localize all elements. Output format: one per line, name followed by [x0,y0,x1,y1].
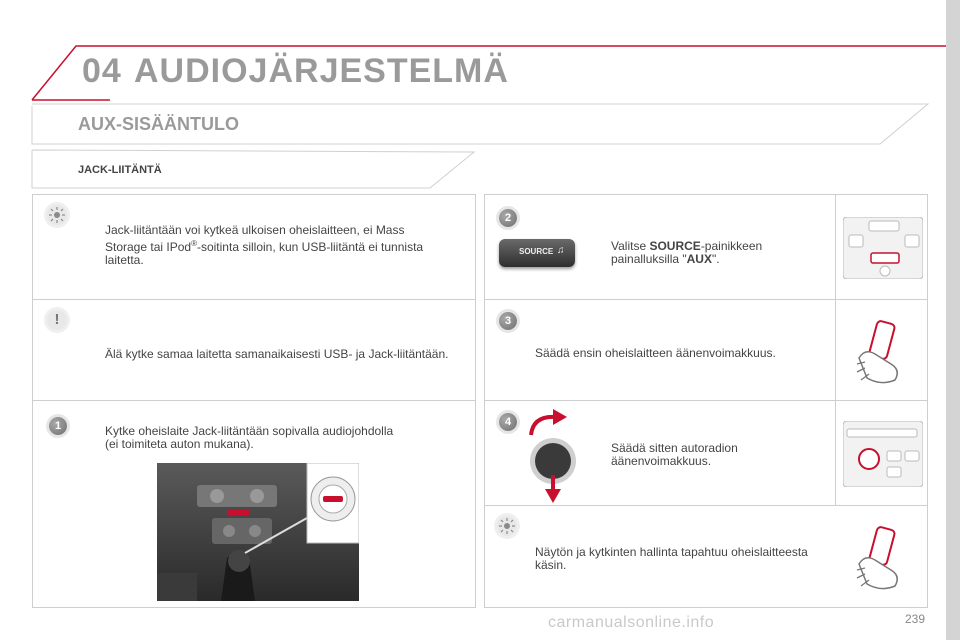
divider [835,401,836,505]
chapter-title: AUDIOJÄRJESTELMÄ [134,52,509,90]
warning-note-text: Älä kytke samaa laitetta samanaikaisesti USB- ja Jack-liitäntään. [105,347,449,361]
step3-panel [484,299,928,401]
sun-icon [47,205,67,225]
step1-text [105,425,465,451]
step2-text [611,240,811,266]
info-note-panel [32,194,476,300]
page-edge-bar [946,0,960,640]
step4-text [611,442,811,468]
step4-line: Säädä sitten autoradion [611,441,738,455]
divider [835,300,836,400]
music-note-icon: ♫ [557,245,565,256]
step2-line: painalluksilla "AUX". [611,252,720,266]
hand-held-device-image [851,524,911,594]
step3-text: Säädä ensin oheislaitteen äänenvoimakkuus. [535,346,776,360]
warning-note-panel [32,299,476,401]
step4-line: äänenvoimakkuus. [611,454,712,468]
page-number: 239 [905,612,926,626]
car-interior-jack-image [157,463,359,601]
divider [835,195,836,299]
source-button[interactable] [499,239,575,267]
final-note-text [535,546,835,572]
radio-panel-volume-image [843,421,923,487]
step4-panel [484,400,928,506]
subsection-title: JACK-LIITÄNTÄ [78,164,162,176]
info-note-line: Jack-liitäntään voi kytkeä ulkoisen oheislaitteen, ei Mass [105,223,405,237]
info-note-line: Storage tai IPod®-soitinta silloin, kun USB-liitäntä ei tunnista [105,239,424,254]
exclamation-icon: ! [47,310,67,330]
radio-panel-source-image [843,217,923,279]
volume-knob-image [523,409,583,505]
step2-line: Valitse SOURCE-painikkeen [611,239,763,253]
final-note-line: käsin. [535,558,567,572]
step1-line: (ei toimiteta auton mukana). [105,437,254,451]
step2-panel [484,194,928,300]
final-note-line: Näytön ja kytkinten hallinta tapahtuu oheislaitteesta [535,545,808,559]
final-note-panel [484,505,928,608]
chapter-number: 04 [82,52,122,90]
hand-held-device-image [851,318,911,388]
source-button-label: SOURCE [519,247,554,256]
watermark: carmanualsonline.info [548,614,715,631]
info-note-text [105,224,465,267]
step-number-badge: 3 [499,312,517,330]
step1-line: Kytke oheislaite Jack-liitäntään sopivalla audiojohdolla [105,424,394,438]
section-title: AUX-SISÄÄNTULO [78,114,239,134]
step-number-badge: 4 [499,413,517,431]
info-note-line: laitetta. [105,253,144,267]
sun-icon [497,516,517,536]
step-number-badge: 2 [499,209,517,227]
step-number-badge: 1 [49,417,67,435]
step1-panel [32,400,476,608]
